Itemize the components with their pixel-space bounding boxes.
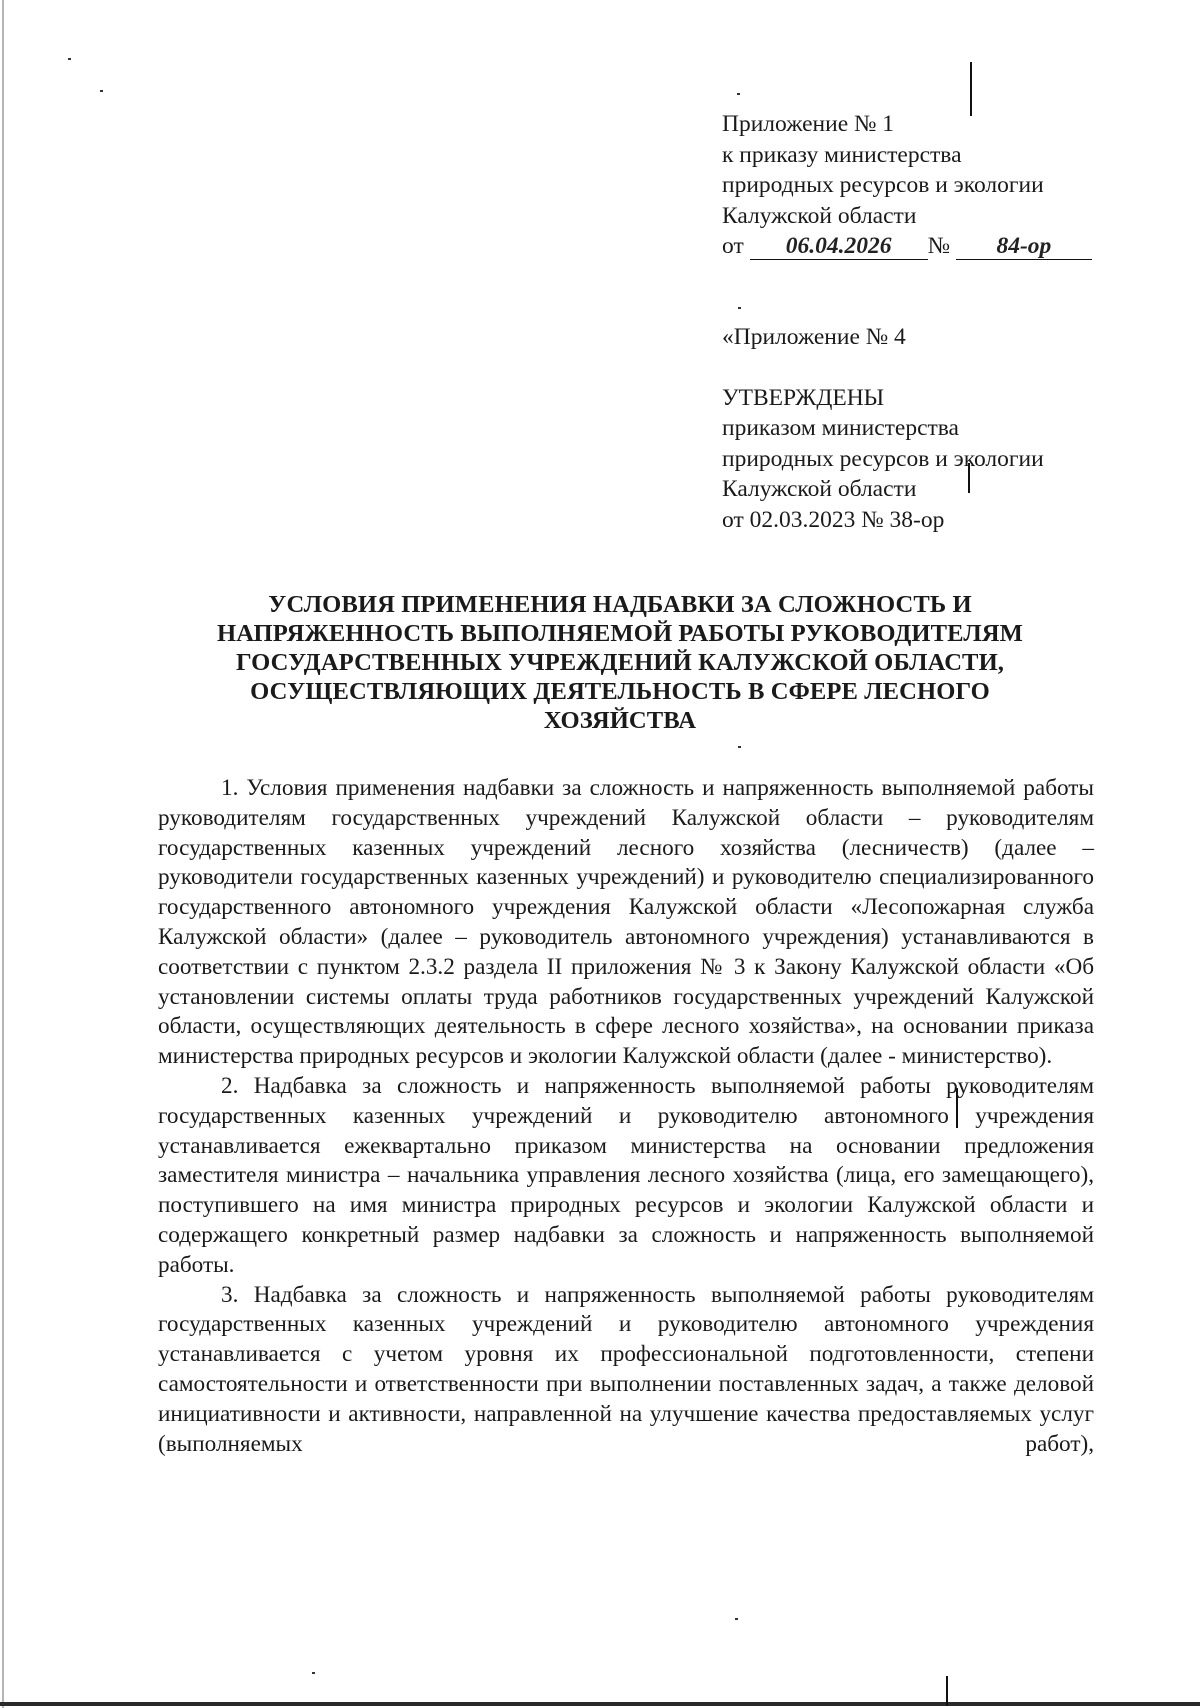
order-date-line <box>722 231 1092 262</box>
header-appendix-block <box>722 109 1092 262</box>
title-line: НАПРЯЖЕННОСТЬ ВЫПОЛНЯЕМОЙ РАБОТЫ РУКОВОДИТЕЛЯМ <box>217 620 1023 647</box>
approval-date-line: от 02.03.2023 № 38-ор <box>722 506 945 533</box>
document-title <box>150 590 1090 735</box>
paragraph-3: 3. Надбавка за сложность и напряженность выполняемой работы руководителям государственных казенных учреждений и руководителю автономного учреждения устанавливается с учетом уровня их профессиональной подготовленности, степени самостоятельности и ответственности при выполнении поставленных задач, а также деловой инициативности и активности, направленной на улучшение качества предоставляемых услуг (выполняемых работ), <box>158 1281 1094 1457</box>
handwritten-number: 84-ор <box>956 233 1092 260</box>
approval-block <box>722 322 1044 535</box>
scan-speck <box>738 746 741 748</box>
scan-speck <box>68 58 71 60</box>
ministry-name: природных ресурсов и экологии <box>722 172 1044 198</box>
handwritten-date: 06.04.2026 <box>750 233 928 260</box>
scan-mark <box>970 62 972 116</box>
approved-by-order: приказом министерства <box>722 415 959 441</box>
scan-mark <box>946 1676 948 1706</box>
scan-edge-left <box>2 0 4 1708</box>
approval-region-name: Калужской области <box>722 476 917 502</box>
paragraph-2: 2. Надбавка за сложность и напряженность выполняемой работы руководителям государственных казенных учреждений и руководителю автономного учреждения устанавливается ежеквартально приказом министерства на основании предложения заместителя министра – начальника управления лесного хозяйства (лица, его замещающего), поступившего на имя министра природных ресурсов и экологии Калужской области и содержащего конкретный размер надбавки за сложность и напряженность выполняемой работы. <box>158 1072 1094 1278</box>
scan-speck <box>737 93 740 95</box>
number-sign: № <box>927 233 951 259</box>
scan-speck <box>735 1618 738 1620</box>
appendix-number: Приложение № 1 <box>722 111 895 137</box>
paragraph-1: 1. Условия применения надбавки за сложность и напряженность выполняемой работы руководителям государственных учреждений Калужской области – руководителям государственных казенных учреждений лесного хозяйства (лесничеств) (далее – руководители государственных казенных учреждений) и руководителю специализированного государственного автономного учреждения Калужской области «Лесопожарная служба Калужской области» (далее – руководитель автономного учреждения) устанавливаются в соответствии с пунктом 2.3.2 раздела II приложения № 3 к Закону Калужской области «Об установлении системы оплаты труда работников государственных учреждений Калужской области, осуществляющих деятельность в сфере лесного хозяйства», на основании приказа министерства природных ресурсов и экологии Калужской области (далее - министерство). <box>158 775 1094 1070</box>
scan-speck <box>312 1672 315 1674</box>
approved-label: УТВЕРЖДЕНЫ <box>722 384 885 411</box>
scan-edge-bottom <box>0 1702 1200 1706</box>
date-prefix: от <box>722 233 744 259</box>
approval-ministry-name: природных ресурсов и экологии <box>722 445 1044 472</box>
region-name: Калужской области <box>722 202 917 229</box>
scan-speck <box>738 307 741 309</box>
title-line: ГОСУДАРСТВЕННЫХ УЧРЕЖДЕНИЙ КАЛУЖСКОЙ ОБЛАСТИ, <box>235 649 1005 676</box>
title-line: УСЛОВИЯ ПРИМЕНЕНИЯ НАДБАВКИ ЗА СЛОЖНОСТЬ И <box>268 591 972 618</box>
scan-speck <box>100 90 103 92</box>
approval-appendix-number: «Приложение № 4 <box>722 324 906 350</box>
order-reference: к приказу министерства <box>722 141 962 168</box>
document-body <box>158 774 1094 1459</box>
title-line: ХОЗЯЙСТВА <box>543 707 697 734</box>
title-line: ОСУЩЕСТВЛЯЮЩИХ ДЕЯТЕЛЬНОСТЬ В СФЕРЕ ЛЕСНОГО <box>250 678 990 705</box>
